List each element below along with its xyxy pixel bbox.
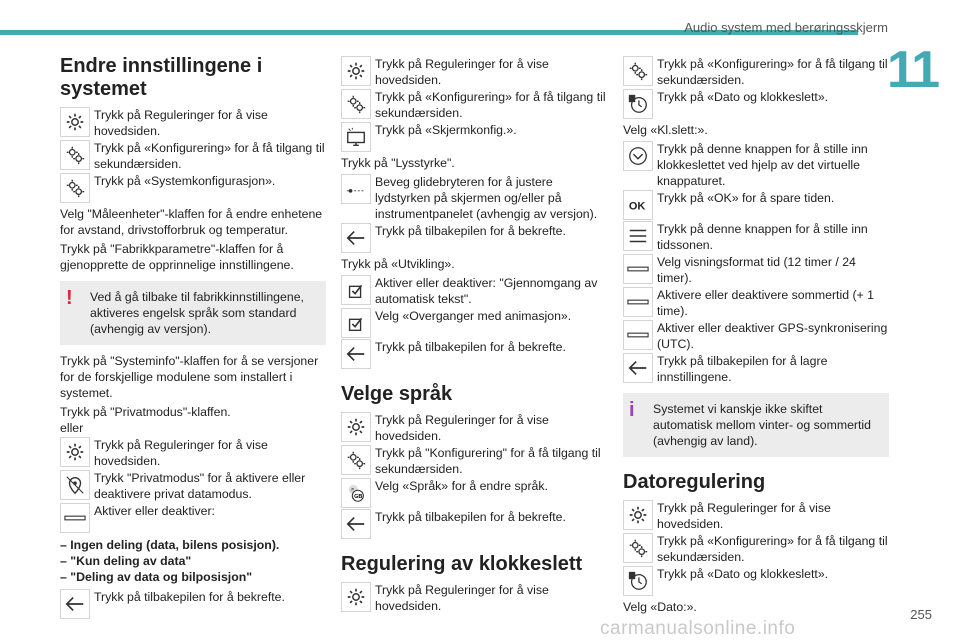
instruction-step: [623, 287, 889, 319]
instruction-step: [623, 141, 889, 189]
step-text: Trykk på «Skjermkonfig.».: [375, 123, 517, 137]
instruction-step: [341, 275, 607, 307]
section-title: Velge språk: [341, 383, 453, 405]
menu-lines-icon: [623, 221, 653, 251]
note-text: Ved å gå tilbake til fabrikkinnstillingene, aktiveres engelsk språk som standard (avhengig av versjon).: [90, 290, 304, 336]
step-list: [623, 500, 889, 596]
instruction-step: [60, 589, 326, 619]
step-text: Trykk på Reguleringer for å vise hovedsiden.: [375, 583, 549, 613]
back-arrow-icon: [341, 339, 371, 369]
instruction-step: [60, 107, 326, 139]
instruction-step: [60, 173, 326, 203]
note-text: Systemet vi kanskje ikke skiftet automatisk mellom vinter- og sommertid (avhengig av land).: [653, 402, 871, 448]
step-list: [341, 174, 607, 253]
step-list: [341, 56, 607, 152]
instruction-step: [623, 221, 889, 253]
instruction-step: [60, 437, 326, 469]
settings-gear-icon: [623, 500, 653, 530]
back-arrow-icon: [623, 353, 653, 383]
instruction-step: [623, 254, 889, 286]
step-text: Beveg glidebryteren for å justere lydstyrken på skjermen og/eller på instrumentpanelet (avhengig av versjon).: [375, 175, 598, 221]
warning-icon: !: [66, 287, 73, 309]
step-text: Trykk på Reguleringer for å vise hovedsiden.: [375, 57, 549, 87]
instruction-step: [341, 478, 607, 508]
back-arrow-icon: [60, 589, 90, 619]
back-arrow-icon: [341, 509, 371, 539]
toggle-switch-icon: [60, 503, 90, 533]
settings-gear-icon: [341, 412, 371, 442]
paragraph: Trykk på "Lysstyrke".: [341, 156, 455, 170]
step-text: Velg «Språk» for å endre språk.: [375, 479, 548, 493]
configure-gears-icon: [341, 89, 371, 119]
step-list: [341, 412, 607, 539]
paragraph: Trykk på "Systeminfo"-klaffen for å se versjoner for de forskjellige modulene som installert i systemet.: [60, 354, 319, 400]
step-text: Trykk på tilbakepilen for å bekrefte.: [375, 340, 566, 354]
configure-gears-icon: [623, 533, 653, 563]
instruction-step: [341, 308, 607, 338]
step-list: [60, 437, 326, 533]
toggle-switch-icon: [623, 287, 653, 317]
step-text: Trykk på tilbakepilen for å lagre innstillingene.: [657, 354, 828, 384]
instruction-step: [60, 470, 326, 502]
instruction-step: [623, 320, 889, 352]
step-text: Trykk på «Konfigurering» for å få tilgang til sekundærsiden.: [657, 57, 888, 87]
instruction-step: [341, 509, 607, 539]
settings-gear-icon: [341, 56, 371, 86]
language-icon: [341, 478, 371, 508]
paragraph: Trykk på «Utvikling».: [341, 257, 455, 271]
step-text: Trykk på Reguleringer for å vise hovedsiden.: [375, 413, 549, 443]
step-text: Trykk på denne knappen for å stille inn klokkeslettet ved hjelp av det virtuelle knappaturet.: [657, 142, 868, 188]
instruction-step: [623, 353, 889, 385]
instruction-step: [623, 89, 889, 119]
step-text: Trykk på Reguleringer for å vise hovedsiden.: [94, 438, 268, 468]
step-text: Trykk på tilbakepilen for å bekrefte.: [375, 224, 566, 238]
date-clock-icon: [623, 89, 653, 119]
step-text: Trykk på «Systemkonfigurasjon».: [94, 174, 276, 188]
settings-gear-icon: [60, 437, 90, 467]
step-text: Trykk på "Konfigurering" for å få tilgang til sekundærsiden.: [375, 446, 601, 476]
instruction-step: [341, 122, 607, 152]
step-text: Trykk på Reguleringer for å vise hovedsiden.: [657, 501, 831, 531]
svg-text:F: F: [351, 487, 355, 493]
privacy-location-icon: [60, 470, 90, 500]
paragraph: eller: [60, 421, 84, 435]
instruction-step: [60, 140, 326, 172]
step-list: [341, 275, 607, 369]
instruction-step: [341, 223, 607, 253]
section-title: Datoregulering: [623, 471, 766, 493]
paragraph: Velg «Dato:».: [623, 600, 697, 614]
slider-icon: [341, 174, 371, 204]
instruction-step: [623, 533, 889, 565]
paragraph: Velg "Måleenheter"-klaffen for å endre enhetene for avstand, drivstofforbruk og temperatur.: [60, 207, 323, 237]
configure-gears-icon: [60, 173, 90, 203]
list-item: – Ingen deling (data, bilens posisjon).: [60, 537, 326, 553]
chapter-number: 11: [887, 41, 938, 99]
checkbox-icon: [341, 308, 371, 338]
step-text: Aktivere eller deaktivere sommertid (+ 1 time).: [657, 288, 874, 318]
column-3: [623, 55, 889, 618]
settings-gear-icon: [341, 582, 371, 612]
info-icon: i: [629, 399, 635, 421]
step-text: Trykk på «Dato og klokkeslett».: [657, 567, 829, 581]
ok-icon: [623, 190, 653, 220]
step-text: Trykk på «Konfigurering» for å få tilgang til sekundærsiden.: [94, 141, 325, 171]
running-header: Audio system med berøringsskjerm: [684, 20, 888, 35]
chevron-down-icon: [623, 141, 653, 171]
step-list: [341, 582, 607, 614]
instruction-step: [341, 56, 607, 88]
instruction-step: [623, 566, 889, 596]
step-list: [60, 107, 326, 203]
step-text: Trykk på «Konfigurering» for å få tilgang til sekundærsiden.: [375, 90, 606, 120]
section-title: Regulering av klokkeslett: [341, 553, 583, 575]
info-note: [623, 393, 889, 457]
step-list: [60, 589, 326, 619]
date-clock-icon: [623, 566, 653, 596]
instruction-step: [341, 582, 607, 614]
instruction-step: [623, 56, 889, 88]
paragraph: Trykk på "Privatmodus"-klaffen.: [60, 405, 231, 419]
configure-gears-icon: [623, 56, 653, 86]
option-list: [60, 537, 326, 585]
column-2: [341, 55, 607, 615]
instruction-step: [341, 445, 607, 477]
step-list: [623, 56, 889, 119]
step-text: Trykk "Privatmodus" for å aktivere eller deaktivere privat datamodus.: [94, 471, 306, 501]
svg-text:OK: OK: [628, 200, 646, 213]
step-text: Trykk på tilbakepilen for å bekrefte.: [375, 510, 566, 524]
screen-config-icon: [341, 122, 371, 152]
step-text: Trykk på Reguleringer for å vise hovedsiden.: [94, 108, 268, 138]
settings-gear-icon: [60, 107, 90, 137]
instruction-step: [341, 174, 607, 222]
step-text: Trykk på «OK» for å spare tiden.: [657, 191, 835, 205]
step-text: Aktiver eller deaktiver:: [94, 504, 215, 518]
step-text: Trykk på «Konfigurering» for å få tilgang til sekundærsiden.: [657, 534, 888, 564]
configure-gears-icon: [341, 445, 371, 475]
paragraph: Velg «Kl.slett:».: [623, 123, 708, 137]
instruction-step: [623, 500, 889, 532]
step-text: Velg visningsformat tid (12 timer / 24 timer).: [657, 255, 856, 285]
step-text: Velg «Overganger med animasjon».: [375, 309, 572, 323]
step-text: Trykk på tilbakepilen for å bekrefte.: [94, 590, 285, 604]
configure-gears-icon: [60, 140, 90, 170]
list-item: – "Deling av data og bilposisjon": [60, 569, 326, 585]
instruction-step: [623, 190, 889, 220]
step-list: [623, 141, 889, 385]
warning-note: [60, 281, 326, 345]
back-arrow-icon: [341, 223, 371, 253]
step-text: Aktiver eller deaktiver GPS-synkronisering (UTC).: [657, 321, 888, 351]
column-1: [60, 55, 326, 620]
page-number: 255: [910, 607, 932, 622]
section-title: Endre innstillingene i systemet: [60, 55, 263, 100]
step-text: Trykk på denne knappen for å stille inn tidssonen.: [657, 222, 868, 252]
instruction-step: [341, 412, 607, 444]
step-text: Trykk på «Dato og klokkeslett».: [657, 90, 829, 104]
instruction-step: [60, 503, 326, 533]
instruction-step: [341, 89, 607, 121]
checkbox-icon: [341, 275, 371, 305]
step-text: Aktiver eller deaktiver: "Gjennomgang av automatisk tekst".: [375, 276, 598, 306]
paragraph: Trykk på "Fabrikkparametre"-klaffen for å gjenopprette de opprinnelige innstillingene.: [60, 242, 294, 272]
toggle-switch-icon: [623, 254, 653, 284]
list-item: – "Kun deling av data": [60, 553, 326, 569]
instruction-step: [341, 339, 607, 369]
svg-text:GB: GB: [354, 494, 363, 501]
toggle-switch-icon: [623, 320, 653, 350]
watermark: carmanualsonline.info: [600, 618, 796, 639]
